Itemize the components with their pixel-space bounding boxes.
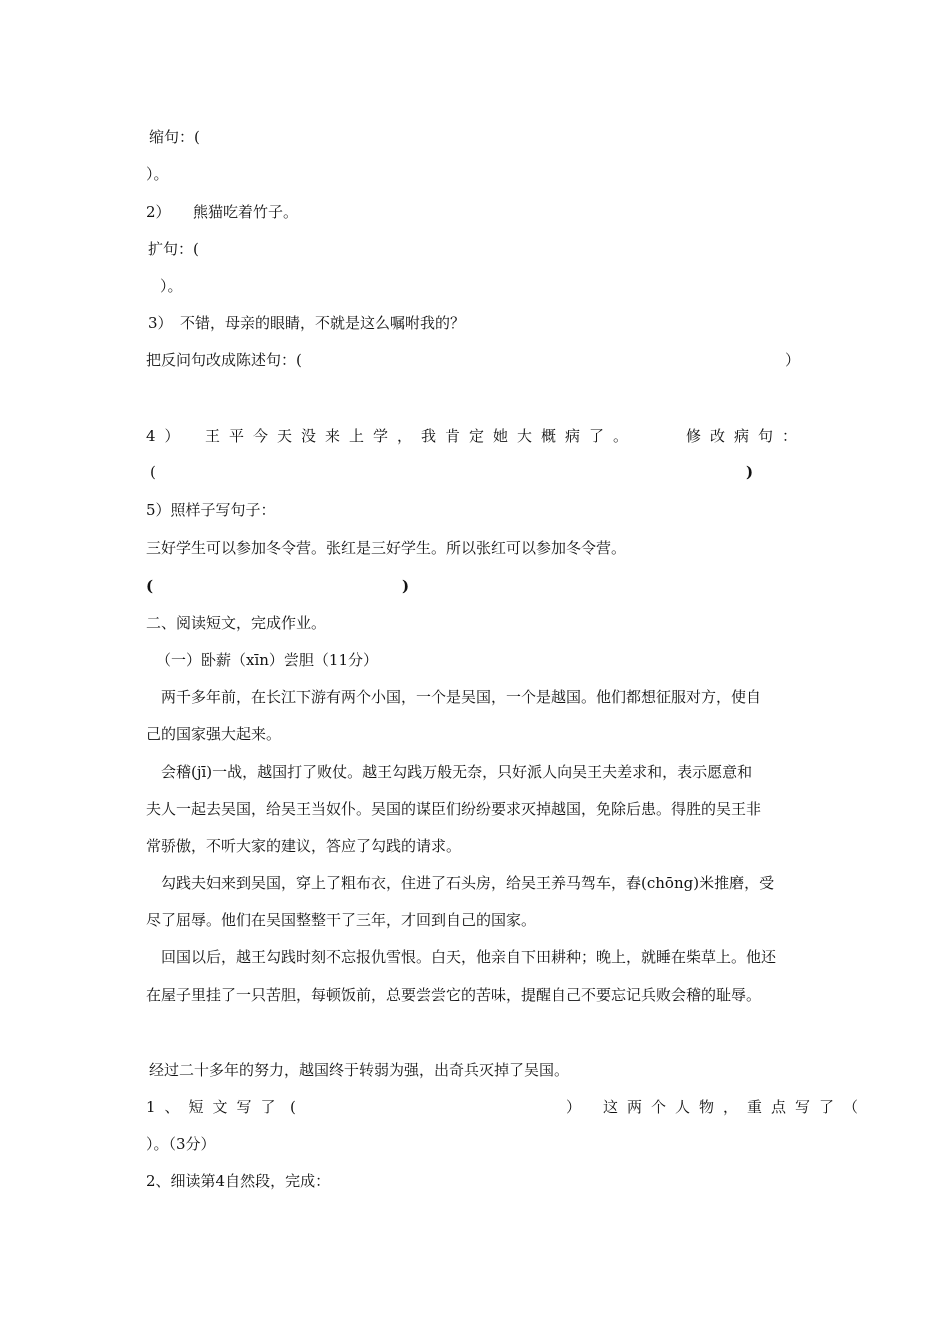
passage-paragraph-5: 经过二十多年的努力，越国终于转弱为强，出奇兵灭掉了吴国。 (149, 1061, 570, 1079)
passage-paragraph-2-cont: 常骄傲，不听大家的建议，答应了勾践的请求。 (146, 837, 462, 855)
question-3: 3） 不错，母亲的眼睛，不就是这么嘱咐我的？ (148, 314, 466, 332)
question-1: 1、短文写了 (146, 1098, 285, 1116)
answer-bracket-close: ) (402, 577, 410, 595)
question-4: 4） 王平今天没来上学，我肯定她大概病了。 (146, 427, 638, 445)
passage-paragraph-1-cont: 己的国家强大起来。 (146, 725, 282, 743)
expand-sentence-prompt: 扩句：( (148, 240, 199, 258)
answer-bracket-close: ) (746, 463, 754, 481)
answer-line-close: ）。 (160, 277, 183, 295)
passage-paragraph-3: 勾践夫妇来到吴国，穿上了粗布衣，住进了石头房，给吴王养马驾车，舂(chōng)米推磨，受 (161, 874, 775, 892)
answer-bracket-close: ） (785, 351, 801, 369)
fix-sentence-prompt: 修改病句： (686, 427, 807, 445)
example-sentence: 三好学生可以参加冬令营。张红是三好学生。所以张红可以参加冬令营。 (146, 539, 627, 557)
answer-bracket-close: ） (566, 1098, 582, 1116)
answer-line-close: ）。 (146, 165, 169, 183)
passage-paragraph-2-cont: 夫人一起去吴国，给吴王当奴仆。吴国的谋臣们纷纷要求灭掉越国，免除后患。得胜的吴王非 (146, 800, 762, 818)
answer-bracket-open: ( (290, 1098, 296, 1116)
question-2-reading: 2、细读第4自然段，完成： (146, 1172, 331, 1190)
passage-paragraph-3-cont: 尽了屈辱。他们在吴国整整干了三年，才回到自己的国家。 (146, 911, 537, 929)
question-5: 5）照样子写句子： (146, 501, 276, 519)
answer-bracket-open: ( (146, 577, 154, 595)
answer-bracket-open: ( (150, 463, 156, 481)
shorten-sentence-prompt: 缩句：( (149, 128, 200, 146)
rhetorical-to-declarative-prompt: 把反问句改成陈述句：( (146, 351, 302, 369)
passage-paragraph-4-cont: 在屋子里挂了一只苦胆，每顿饭前，总要尝尝它的苦味，提醒自己不要忘记兵败会稽的耻辱。 (146, 986, 762, 1004)
section-two-heading: 二、阅读短文，完成作业。 (146, 614, 327, 632)
passage-paragraph-4: 回国以后，越王勾践时刻不忘报仇雪恨。白天，他亲自下田耕种；晚上，就睡在柴草上。他还 (161, 948, 777, 966)
passage-paragraph-2: 会稽(jī)一战，越国打了败仗。越王勾践万般无奈，只好派人向吴王夫差求和，表示愿意和 (161, 763, 753, 781)
question-1-score: ）。（3分） (146, 1135, 216, 1153)
question-2: 2） 熊猫吃着竹子。 (146, 203, 299, 221)
passage-title: （一）卧薪（xīn）尝胆（11分） (156, 651, 379, 669)
question-1-cont: 这两个人物，重点写了（ (603, 1098, 868, 1116)
passage-paragraph-1: 两千多年前，在长江下游有两个小国，一个是吴国，一个是越国。他们都想征服对方，使自 (161, 688, 762, 706)
